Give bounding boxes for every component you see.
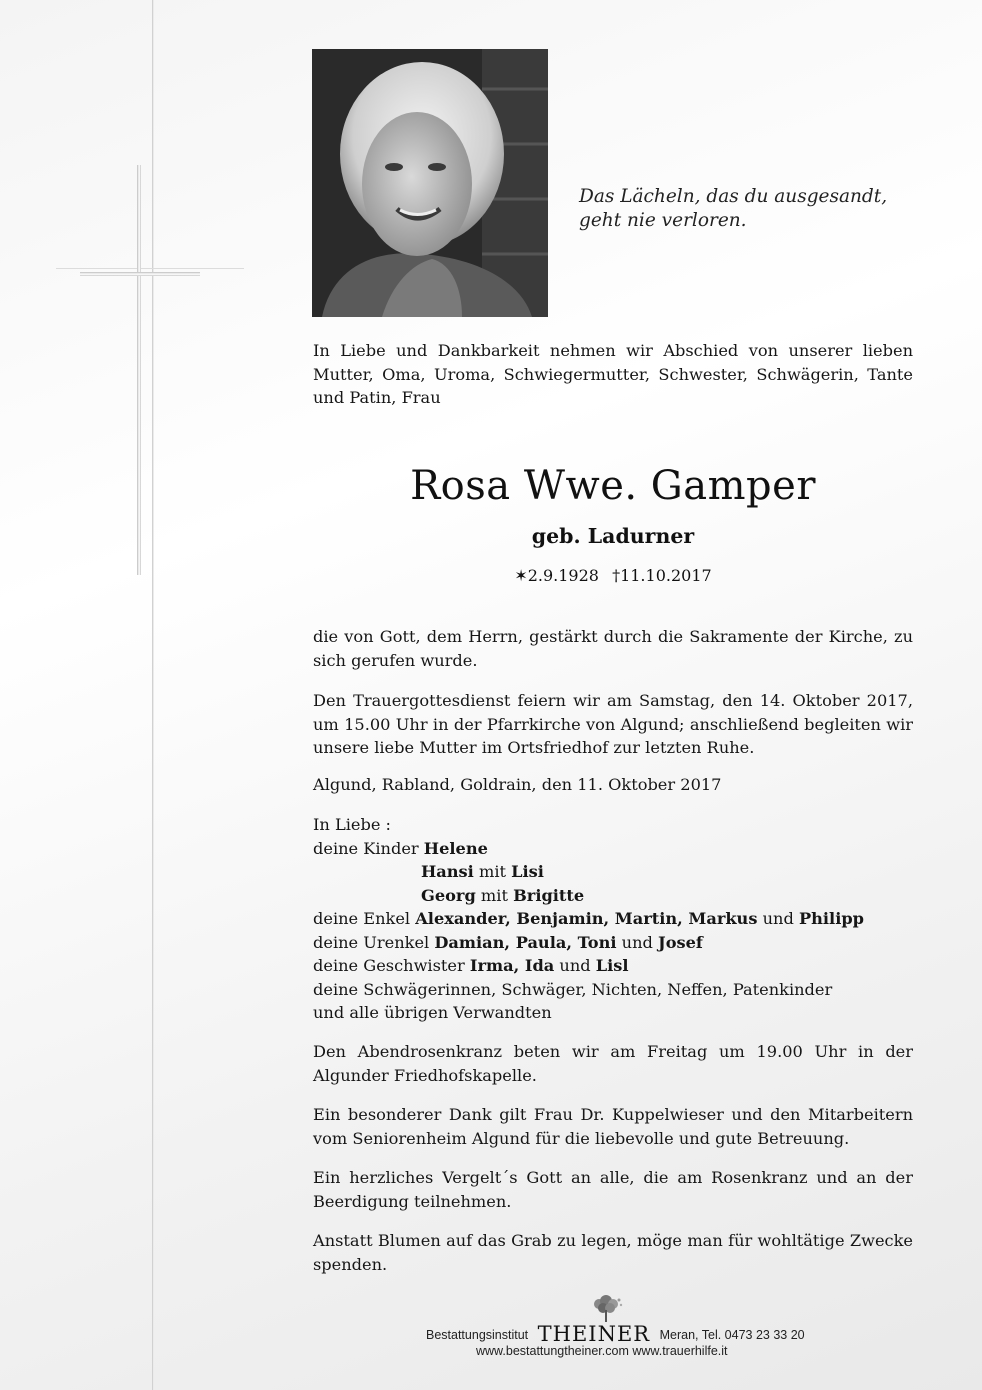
vergelts-paragraph: Ein herzliches Vergelt´s Gott an alle, die am Rosenkranz und an der Beerdigung teilnehmen. — [313, 1168, 913, 1211]
family-great-grandchildren — [313, 931, 913, 955]
family-heading: In Liebe : — [313, 815, 392, 834]
with-word: mit — [473, 862, 512, 881]
quote-line-1: Das Lächeln, das du ausgesandt, — [579, 186, 888, 207]
vergelts-text — [313, 1166, 913, 1213]
family-child-3 — [313, 884, 913, 908]
sacrament-paragraph: die von Gott, dem Herrn, gestärkt durch die Sakramente der Kirche, zu sich gerufen wurde. — [313, 627, 913, 670]
family-inlaws: deine Schwägerinnen, Schwäger, Nichten, Neffen, Patenkinder — [313, 979, 833, 999]
rosary-paragraph: Den Abendrosenkranz beten wir am Freitag um 19.00 Uhr in der Algunder Friedhofskapelle. — [313, 1042, 913, 1085]
thanks-text — [313, 1103, 913, 1150]
family-list — [313, 813, 913, 1025]
children-label: deine Kinder — [313, 838, 424, 858]
great-grandchildren-label: deine Urenkel — [313, 932, 435, 952]
grandchildren-label: deine Enkel — [313, 909, 416, 928]
brand-logo: THEINER — [537, 1322, 651, 1346]
place-date-paragraph: Algund, Rabland, Goldrain, den 11. Oktober 2017 — [313, 775, 722, 794]
portrait-photo — [312, 49, 548, 317]
place-date-text — [313, 773, 913, 797]
partner-name: Lisi — [511, 862, 544, 881]
siblings-label: deine Geschwister — [313, 956, 470, 975]
partner-name: Brigitte — [513, 885, 585, 905]
horizontal-rule — [56, 268, 244, 269]
child-name: Hansi — [421, 862, 474, 881]
vertical-rule — [152, 0, 154, 1390]
family-relatives: und alle übrigen Verwandten — [313, 1003, 552, 1022]
institute-label: Bestattungsinstitut — [426, 1328, 529, 1342]
service-paragraph: Den Trauergottesdienst feiern wir am Samstag, den 14. Oktober 2017, um 15.00 Uhr in der Pfarrkirche von Algund; anschließend begleiten wir unsere liebe Mutter im Ortsfriedhof zur letzten Ruhe. — [313, 691, 913, 757]
and-word: und — [616, 932, 659, 952]
family-siblings — [313, 954, 913, 978]
with-word: mit — [475, 885, 514, 905]
death-date: †11.10.2017 — [612, 566, 712, 585]
deceased-name: Rosa Wwe. Gamper — [410, 463, 816, 509]
flowers-paragraph: Anstatt Blumen auf das Grab zu legen, möge man für wohltätige Zwecke spenden. — [313, 1231, 913, 1274]
quote — [579, 185, 939, 233]
footer-contact — [426, 1320, 866, 1344]
footer-websites: www.bestattungtheiner.com www.trauerhilfe.it — [476, 1344, 728, 1358]
child-name: Helene — [423, 838, 488, 858]
cross-icon-bar — [80, 272, 200, 276]
family-child-2 — [313, 860, 913, 884]
great-grandchildren-names: Damian, Paula, Toni — [434, 932, 617, 952]
family-grandchildren — [313, 907, 913, 931]
and-word: und — [554, 956, 596, 975]
flowers-text — [313, 1229, 913, 1276]
siblings-names: Irma, Ida — [469, 956, 555, 975]
great-grandchild-name: Josef — [658, 932, 703, 952]
cross-icon — [137, 165, 141, 575]
service-text — [313, 689, 913, 760]
maiden-name: geb. Ladurner — [531, 524, 695, 548]
intro-paragraph: In Liebe und Dankbarkeit nehmen wir Abschied von unserer lieben Mutter, Oma, Uroma, Schwiegermutter, Schwester, Schwägerin, Tante und Patin, Frau — [313, 341, 913, 407]
intro-text — [313, 339, 913, 410]
sibling-name: Lisl — [595, 956, 629, 975]
sacrament-text — [313, 625, 913, 672]
contact-info: Meran, Tel. 0473 23 33 20 — [659, 1328, 805, 1342]
rosary-text — [313, 1040, 913, 1087]
thanks-paragraph: Ein besonderer Dank gilt Frau Dr. Kuppelwieser und den Mitarbeitern vom Seniorenheim Algund für die liebevolle und gute Betreuung. — [313, 1105, 913, 1148]
life-dates — [313, 564, 913, 588]
family-children — [313, 837, 913, 861]
quote-line-2: geht nie verloren. — [579, 210, 747, 231]
and-word: und — [757, 909, 799, 928]
grandchildren-names: Alexander, Benjamin, Martin, Markus — [415, 909, 758, 928]
child-name: Georg — [421, 885, 476, 905]
grandchild-name: Philipp — [798, 909, 864, 928]
birth-date: ✶2.9.1928 — [514, 566, 599, 585]
